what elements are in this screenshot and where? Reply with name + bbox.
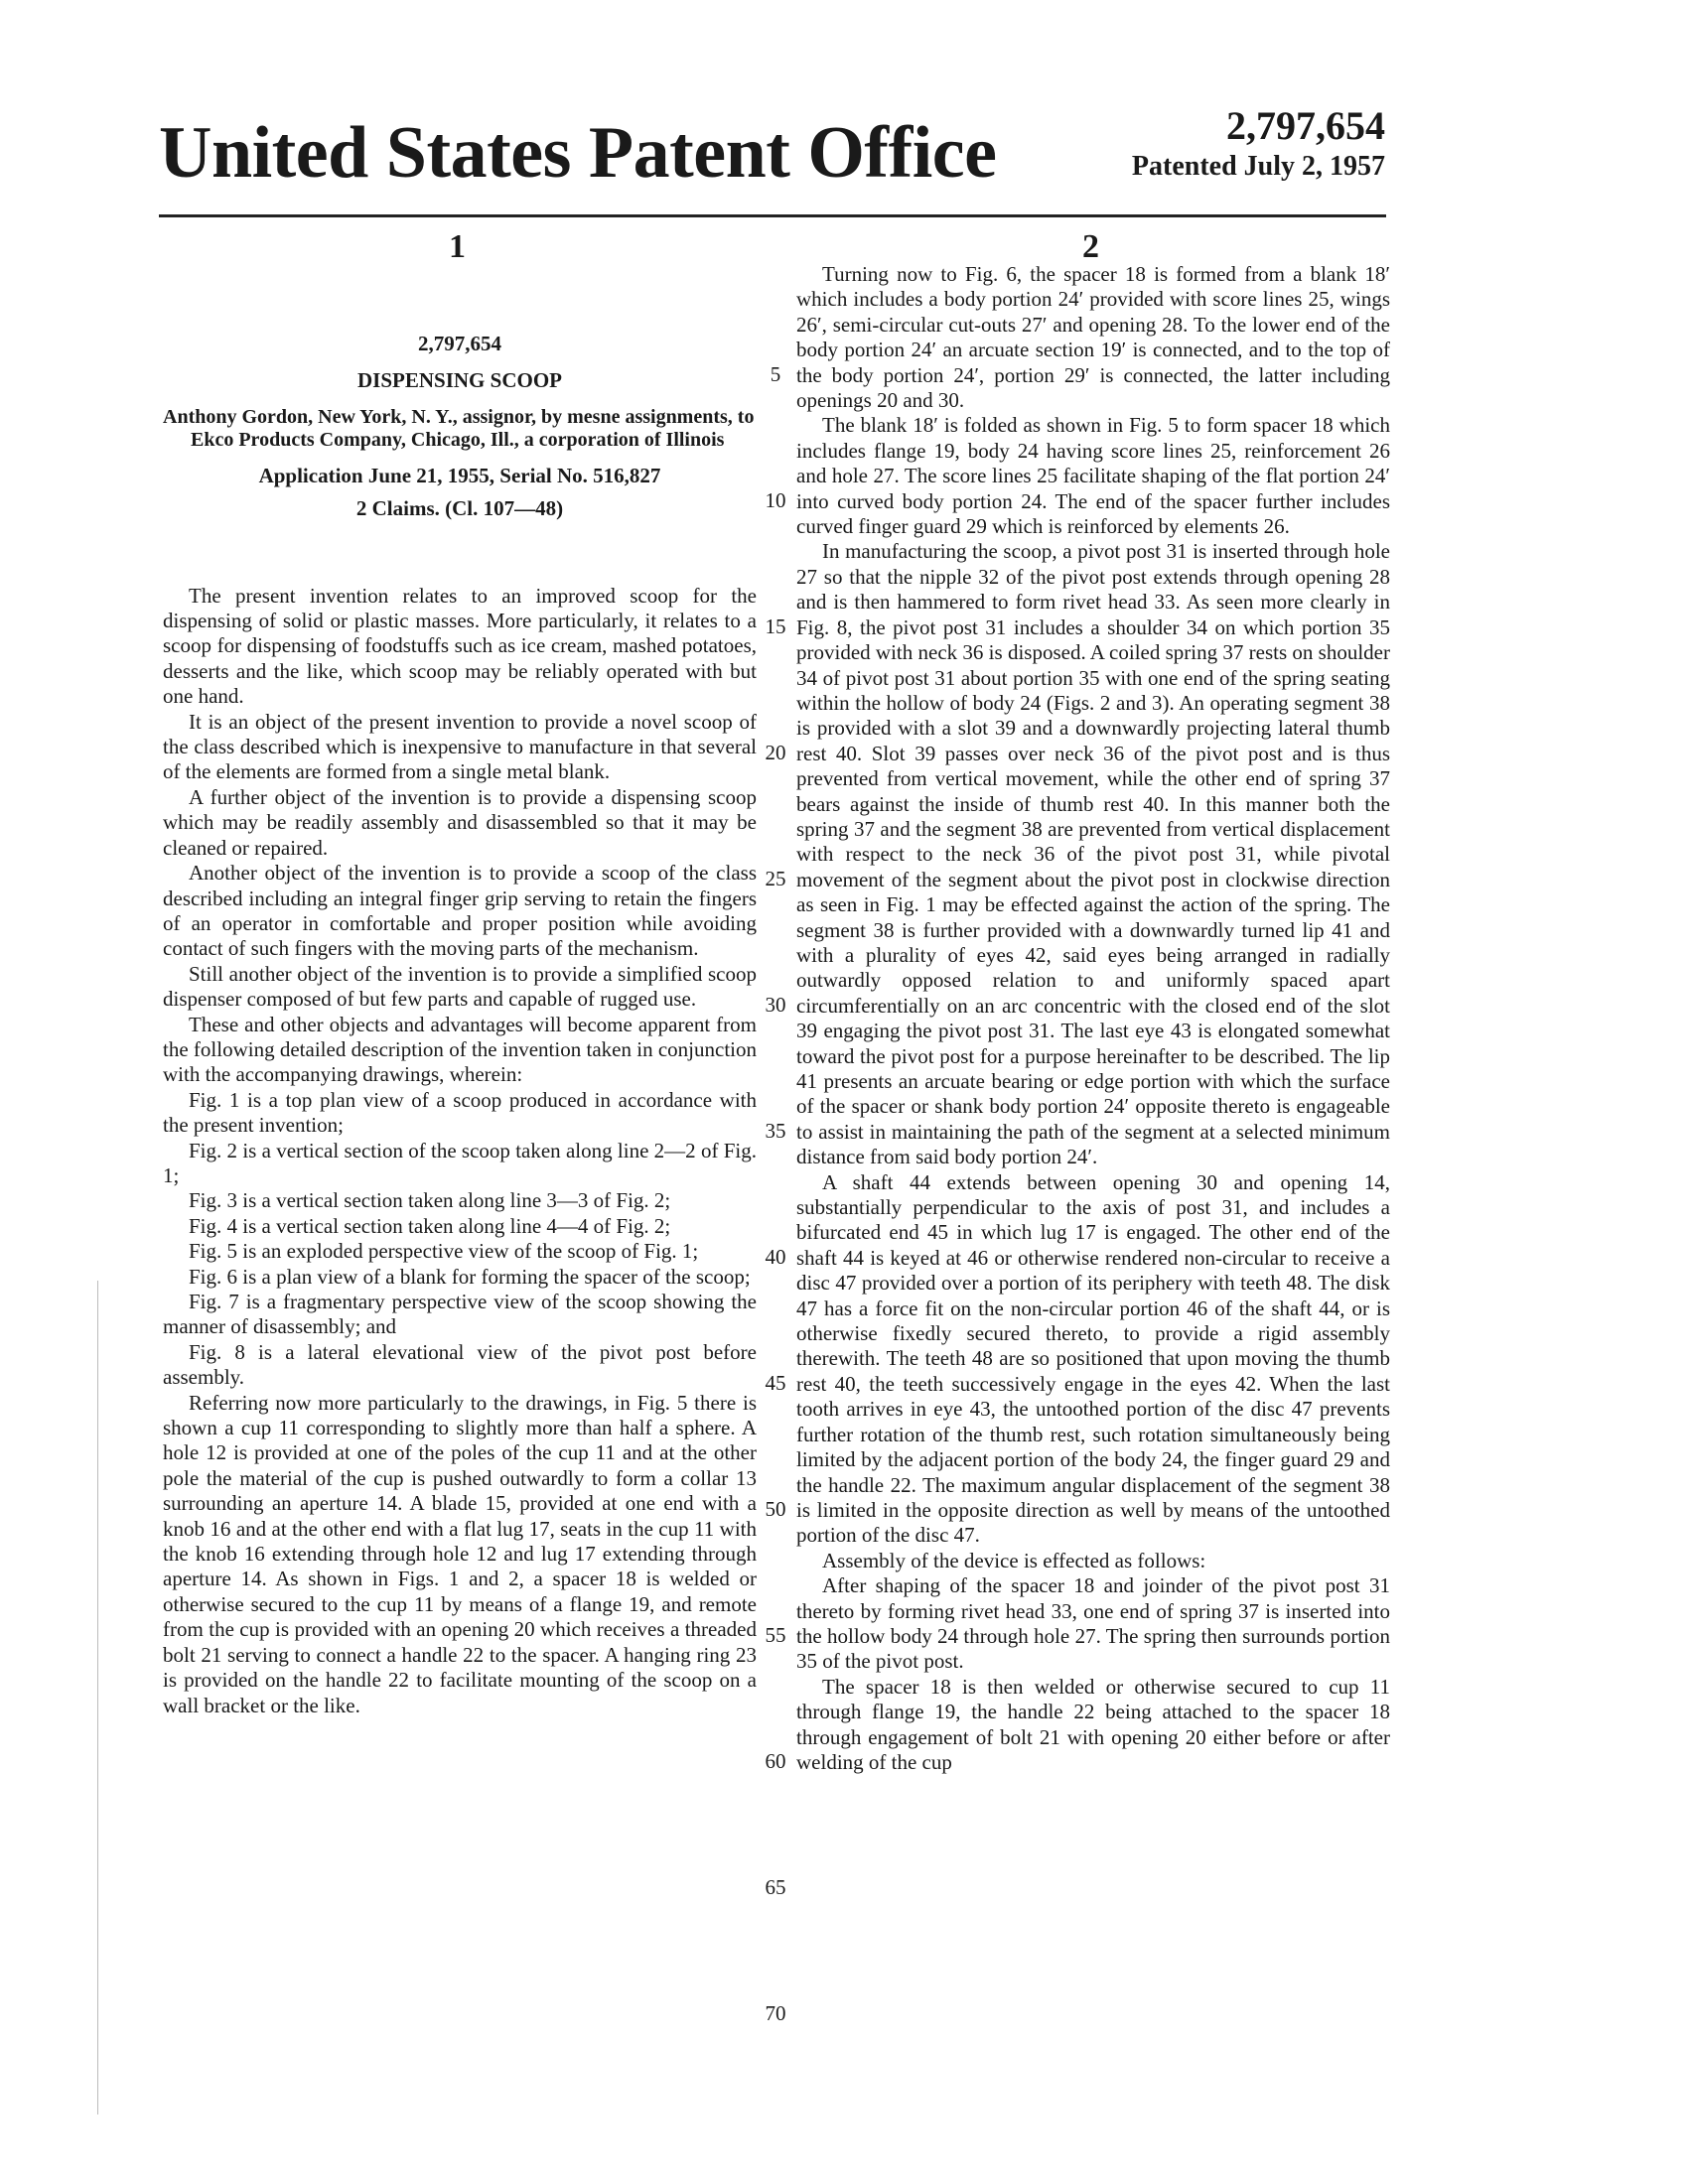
line-number: 30 bbox=[765, 993, 786, 1017]
line-number: 40 bbox=[765, 1245, 786, 1269]
paragraph: The blank 18′ is folded as shown in Fig. 5 to form spacer 18 which includes flange 19, body 24 having score lines 25, reinforcement 26 and hole 27. The score lines 25 facilitate shaping of the flat portion 24′ into curved body portion 24. The end of the spacer further includes curved finger guard 29 which is reinforced by elements 26. bbox=[796, 413, 1390, 539]
application-line: Application June 21, 1955, Serial No. 516,827 bbox=[258, 463, 661, 487]
line-number: 50 bbox=[765, 1497, 786, 1521]
figure-description: Fig. 7 is a fragmentary perspective view of the scoop showing the manner of disassembly; and bbox=[163, 1290, 757, 1339]
figure-description: Fig. 4 is a vertical section taken along line 4—4 of Fig. 2; bbox=[189, 1213, 671, 1238]
line-number: 35 bbox=[765, 1119, 786, 1143]
header-rule bbox=[159, 214, 1386, 217]
paragraph: In manufacturing the scoop, a pivot post 31 is inserted through hole 27 so that the nipple 32 of the pivot post extends through opening 28 and is then hammered to form rivet head 33. As seen more clearly in Fig. 8, the pivot post 31 includes a shoulder 34 on which portion 35 provided with neck 36 is disposed. A coiled spring 37 rests on shoulder 34 of pivot post 31 about portion 35 with one end of the spring seating within the hollow of body 24 (Figs. 2 and 3). An operating segment 38 is provided with a slot 39 and a downwardly projecting lateral thumb rest 40. Slot 39 passes over neck 36 of the pivot post and is thus prevented from vertical movement, while the other end of spring 37 bears against the inside of thumb rest 40. In this manner both the spring 37 and the segment 38 are prevented from vertical displacement with respect to the neck 36 of the pivot post 31, while pivotal movement of the segment about the pivot post in clockwise direction as seen in Fig. 1 may be effected against the action of the spring. The segment 38 is further provided with a downwardly turned lip 41 and with a plurality of eyes 42, said eyes being arranged in radially outwardly opposed relation to and uniformly spaced apart circumferentially on an arc concentric with the closed end of the slot 39 engaging the pivot post 31. The last eye 43 is elongated somewhat toward the pivot post for a purpose hereinafter to be described. The lip 41 presents an arcuate bearing or edge portion with which the surface of the spacer or shank body portion 24′ opposite thereto is engageable to assist in maintaining the path of the segment at a selected minimum distance from said body portion 24′. bbox=[796, 539, 1390, 1169]
office-heading: United States Patent Office bbox=[159, 112, 997, 194]
scan-edge-line bbox=[97, 1281, 98, 2115]
line-number: 20 bbox=[765, 741, 786, 764]
line-number: 45 bbox=[765, 1371, 786, 1395]
patented-date: Patented July 2, 1957 bbox=[1131, 151, 1385, 182]
line-number: 55 bbox=[765, 1623, 786, 1647]
paragraph: Another object of the invention is to provide a scoop of the class described including an integral finger grip serving to retain the fingers of an operator in comfortable and proper position while avoiding contact of such fingers with the moving parts of the mechanism. bbox=[163, 861, 757, 961]
invention-title: DISPENSING SCOOP bbox=[357, 368, 562, 393]
paragraph: Referring now more particularly to the drawings, in Fig. 5 there is shown a cup 11 corresponding to slightly more than half a sphere. A hole 12 is provided at one of the poles of the cup 11 and at the other pole the material of the cup is pushed outwardly to form a collar 13 surrounding an aperture 14. A blade 15, provided at one end with a knob 16 and at the other end with a flat lug 17, seats in the cup 11 with the knob 16 extending through hole 12 and lug 17 extending through aperture 14. As shown in Figs. 1 and 2, a spacer 18 is welded or otherwise secured to the cup 11 by means of a flange 19, and remote from the cup is provided with an opening 20 which receives a threaded bolt 21 serving to connect a handle 22 to the spacer. A hanging ring 23 is provided on the handle 22 to facilitate mounting of the scoop on a wall bracket or the like. bbox=[163, 1390, 757, 1717]
figure-description: Fig. 8 is a lateral elevational view of the pivot post before assembly. bbox=[163, 1339, 757, 1390]
line-number: 65 bbox=[765, 1875, 786, 1899]
figure-description: Fig. 6 is a plan view of a blank for forming the spacer of the scoop; bbox=[189, 1264, 751, 1289]
inventor-assignment: Anthony Gordon, New York, N. Y., assignor, by mesne assignments, to Ekco Products Company, Chicago, Ill., a corporation of Illinois bbox=[163, 405, 755, 451]
paragraph: The present invention relates to an improved scoop for the dispensing of solid or plastic masses. More particularly, it relates to a scoop for dispensing of foodstuffs such as ice cream, mashed potatoes, desserts and the like, which scoop may be reliably operated with but one hand. bbox=[163, 583, 757, 709]
line-number: 25 bbox=[765, 867, 786, 890]
paragraph: Assembly of the device is effected as follows: bbox=[822, 1548, 1206, 1572]
patent-number: 2,797,654 bbox=[1226, 103, 1385, 148]
line-number: 10 bbox=[765, 488, 786, 512]
figure-description: Fig. 3 is a vertical section taken along line 3—3 of Fig. 2; bbox=[189, 1188, 671, 1213]
right-column bbox=[796, 262, 1390, 1775]
figure-description: Fig. 5 is an exploded perspective view of the scoop of Fig. 1; bbox=[189, 1239, 699, 1264]
left-column bbox=[163, 262, 757, 1718]
paragraph: A further object of the invention is to provide a dispensing scoop which may be readily assembly and disassembled so that it may be cleaned or repaired. bbox=[163, 784, 757, 860]
column-number-right: 2 bbox=[1082, 228, 1099, 265]
line-number: 70 bbox=[765, 2001, 786, 2025]
figure-description: Fig. 2 is a vertical section of the scoop taken along line 2—2 of Fig. 1; bbox=[163, 1138, 757, 1187]
paragraph: After shaping of the spacer 18 and joinder of the pivot post 31 thereto by forming rivet head 33, one end of spring 37 is inserted into the hollow body 24 through hole 27. The spring then surrounds portion 35 of the pivot post. bbox=[796, 1573, 1390, 1674]
paragraph: The spacer 18 is then welded or otherwise secured to cup 11 through flange 19, the handle 22 being attached to the spacer 18 through engagement of bolt 21 with opening 20 either before or after welding of the cup bbox=[796, 1674, 1390, 1774]
paragraph: These and other objects and advantages will become apparent from the following detailed description of the invention taken in conjunction with the accompanying drawings, wherein: bbox=[163, 1012, 757, 1087]
line-number: 15 bbox=[765, 614, 786, 638]
paragraph: It is an object of the present invention to provide a novel scoop of the class described which is inexpensive to manufacture in that several of the elements are formed from a single metal blank. bbox=[163, 709, 757, 784]
paragraph: A shaft 44 extends between opening 30 and opening 14, substantially perpendicular to the axis of post 31, and includes a bifurcated end 45 in which lug 17 is engaged. The other end of the shaft 44 is keyed at 46 or otherwise rendered non-circular to receive a disc 47 provided over a portion of its periphery with teeth 48. The disk 47 has a force fit on the non-circular portion 46 of the shaft 44, or is otherwise fixedly secured thereto, to provide a rigid assembly therewith. The teeth 48 are so positioned that upon moving the thumb rest 40, the teeth successively engage in the eyes 42. When the last tooth arrives in eye 43, the untoothed portion of the disc 47 prevents further rotation of the thumb rest, such rotation simultaneously being limited by the adjacent portion of the body 24, the finger guard 29 and the handle 22. The maximum angular displacement of the segment 38 is limited in the opposite direction as well by means of the untoothed portion of the disc 47. bbox=[796, 1169, 1390, 1548]
paragraph: Still another object of the invention is to provide a simplified scoop dispenser composed of but few parts and capable of rugged use. bbox=[163, 961, 757, 1012]
figure-description: Fig. 1 is a top plan view of a scoop produced in accordance with the present invention; bbox=[163, 1087, 757, 1138]
front-patent-number: 2,797,654 bbox=[418, 332, 501, 355]
paragraph: Turning now to Fig. 6, the spacer 18 is formed from a blank 18′ which includes a body portion 24′ provided with score lines 25, wings 26′, semi-circular cut-outs 27′ and opening 28. To the lower end of the body portion 24′ an arcuate section 19′ is connected, and to the top of the body portion 24′, portion 29′ is connected, the latter including openings 20 and 30. bbox=[796, 262, 1390, 413]
column-number-left: 1 bbox=[449, 228, 466, 265]
line-number: 60 bbox=[765, 1749, 786, 1773]
claims-line: 2 Claims. (Cl. 107—48) bbox=[355, 496, 564, 521]
line-number: 5 bbox=[770, 362, 781, 386]
